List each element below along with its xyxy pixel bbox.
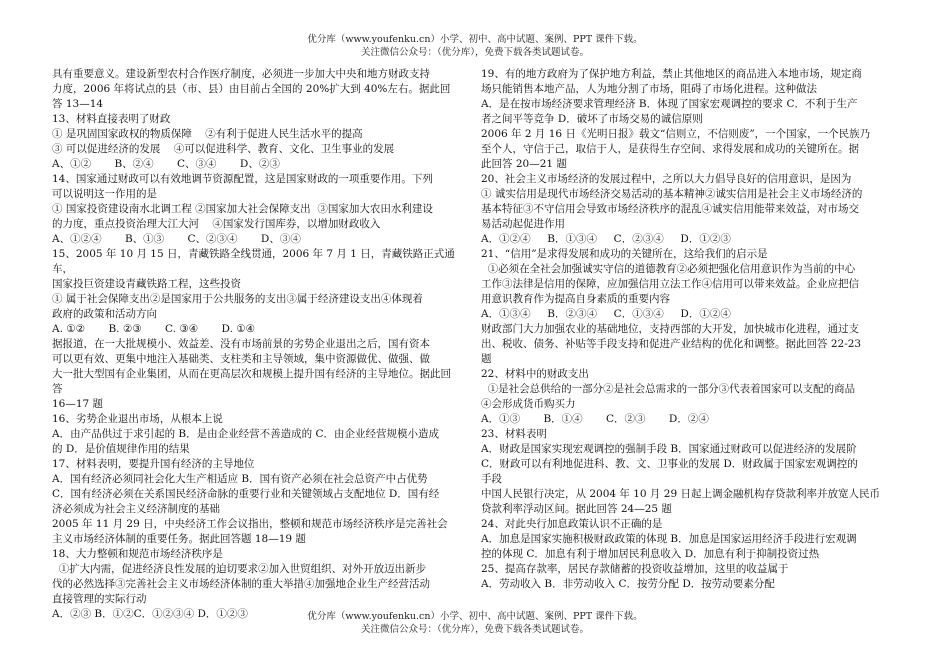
text-line: 的 D．是价值规律作用的结果	[52, 443, 190, 455]
page-footer	[0, 610, 950, 636]
text-line: 政府的政策和活动方向	[52, 308, 157, 320]
text-line: 17、材料表明，要提升国有经济的主导地位	[52, 458, 255, 470]
text-line: A．财政是国家实现宏观调控的强制手段 B．国家通过财政可以促进经济的发展阶	[481, 443, 857, 455]
page-header	[0, 33, 950, 59]
text-line: 题	[481, 353, 492, 365]
text-line: ④会形成货币购买力	[481, 398, 576, 410]
text-line: A．①③ B．①④ C．②③ D．②④	[481, 413, 709, 425]
text-line: A、①②④ B、①③ C、②③④ D、③④	[52, 233, 301, 245]
text-line: 20、社会主义市场经济的发展过程中，之所以大力倡导良好的信用意识，是因为	[481, 173, 852, 185]
text-line: ①必须在全社会加强诚实守信的道德教育②必须把强化信用意识作为当前的中心	[481, 263, 856, 275]
text-line: 答	[52, 383, 63, 395]
text-line: ①是社会总供给的一部分②是社会总需求的一部分③代表着国家可以支配的商品	[481, 383, 856, 395]
text-line: 13、材料直接表明了财政	[52, 113, 171, 125]
text-line: A．由产品供过于求引起的 B．是由企业经营不善造成的 C．由企业经营规模小造成	[52, 428, 440, 440]
text-line: 手段	[481, 473, 502, 485]
text-line: 者之间平等竞争 D．破坏了市场交易的诚信原则	[481, 113, 703, 125]
text-line: 23、材料表明	[481, 428, 547, 440]
text-line: 具有重要意义。建设新型农村合作医疗制度，必须进一步加大中央和地方财政支持	[52, 68, 430, 80]
text-line: A．②③ B．①②C．①②③④ D．①②③	[52, 608, 248, 620]
text-line: 22、材料中的财政支出	[481, 368, 589, 380]
text-line: ① 诚实信用是现代市场经济交易活动的基本精神②诚实信用是社会主义市场经济的	[481, 188, 863, 200]
text-line: 14、国家通过财政可以有效地调节资源配置，这是国家财政的一项重要作用。下列	[52, 173, 433, 185]
text-line: 力度，2006 年将试点的县（市、县）由目前占全国的 20%扩大到 40%左右。据此回	[52, 83, 451, 95]
text-line: 国家投巨资建设青藏铁路工程，这些投资	[52, 278, 241, 290]
footer-line-1: 优分库（www.youfenku.cn）小学、初中、高中试题、案例、PPT 课件下载。	[307, 611, 643, 622]
text-line: 16—17 题	[52, 398, 104, 410]
text-line: ③ 可以促进经济的发展 ④可以促进科学、教育、文化、卫生事业的发展	[52, 143, 395, 155]
text-line: 易活动起促进作用	[481, 218, 565, 230]
text-line: 2005 年 11 月 29 日，中央经济工作会议指出，整顿和规范市场经济秩序是完善社会	[52, 518, 448, 530]
text-line: 伐的必然选择③完善社会主义市场经济体制的重大举措④加强地企业生产经营活动	[52, 578, 430, 590]
text-line: A．是在按市场经济要求管理经济 B．体现了国家宏观调控的要求 C．不利于生产	[481, 98, 858, 110]
text-line: 主义市场经济体制的重要任务。据此回答题 18—19 题	[52, 533, 306, 545]
right-column	[481, 67, 906, 592]
text-line: A. ①② B. ②③ C. ③④ D. ①④	[52, 323, 256, 335]
text-line: 出、税收、债务、补贴等手段支持和促进产业结构的优化和调整。据此回答 22-23	[481, 338, 862, 350]
text-line: 直接管理的实际行动	[52, 593, 147, 605]
text-line: ①扩大内需，促进经济良性发展的迫切要求②加入世贸组织、对外开放迈出新步	[52, 563, 427, 575]
text-line: C．财政可以有利地促进科、教、文、卫事业的发展 D．财政属于国家宏观调控的	[481, 458, 858, 470]
text-line: A、①② B、②④ C、③④ D、②③	[52, 158, 280, 170]
text-line: 答 13—14	[52, 98, 104, 110]
text-line: 可以说明这一作用的是	[52, 188, 157, 200]
text-line: 19、有的地方政府为了保护地方利益，禁止其他地区的商品进入本地市场，规定商	[481, 68, 862, 80]
text-line: A．①③④ B．②③④ C．①③④ D．①②④	[481, 308, 731, 320]
text-line: A．加息是国家实施积极财政政策的体现 B．加息是国家运用经济手段进行宏观调	[481, 533, 857, 545]
text-line: 此回答 20—21 题	[481, 158, 567, 170]
text-line: 可以更有效、更集中地注入基础类、支柱类和主导领域，集中资源做优、做强、做	[52, 353, 430, 365]
text-line: 大一批大型国有企业集团，从而在更高层次和规模上提升国有经济的主导地位。据此回	[52, 368, 451, 380]
text-line: 的力度，重点投资治理大江大河 ④国家发行国库券，以增加财政收入	[52, 218, 381, 230]
text-line: 24、对此央行加息政策认识不正确的是	[481, 518, 663, 530]
text-line: 至个人，守信于己，取信于人，是获得生存空间、求得发展和成功的关键所在。据	[481, 143, 859, 155]
text-line: 18、大力整顿和规范市场经济秩序是	[52, 548, 223, 560]
header-line-2: 关注微信公众号：（优分库），免费下载各类试题试卷。	[360, 47, 589, 58]
text-line: 工作③法律是信用的保障，应加强信用立法工作④信用可以带来效益。企业应把信	[481, 278, 859, 290]
text-line: 贷款利率浮动区间。据此回答 24—25 题	[481, 503, 672, 515]
footer-line-2: 关注微信公众号：（优分库），免费下载各类试题试卷。	[360, 624, 589, 635]
text-line: 基本特征③不守信用会导致市场经济秩序的混乱④诚实信用能带来效益，对市场交	[481, 203, 859, 215]
header-line-1: 优分库（www.youfenku.cn）小学、初中、高中试题、案例、PPT 课件下载。	[307, 34, 643, 45]
text-line: ① 国家投资建设南水北调工程 ②国家加大社会保障支出 ③国家加大农田水利建设	[52, 203, 433, 215]
text-line: 财政部门大力加强农业的基础地位，支持西部的大开发，加快城市化进程，通过支	[481, 323, 859, 335]
text-line: A．①②④ B．①③④ C．②③④ D．①②③	[481, 233, 731, 245]
text-line: C．国有经济必须在关系国民经济命脉的重要行业和关键领域占支配地位 D．国有经	[52, 488, 440, 500]
text-line: 15、2005 年 10 月 15 日，青藏铁路全线贯通，2006 年 7 月 1 日，青藏铁路正式通车，	[52, 248, 455, 275]
text-line: 25、提高存款率，居民存款储蓄的投资收益增加，这里的收益属于	[481, 563, 789, 575]
text-line: 济必须成为社会主义经济制度的基础	[52, 503, 220, 515]
text-line: ① 是巩固国家政权的物质保障 ②有利于促进人民生活水平的提高	[52, 128, 363, 140]
text-line: 场只能销售本地产品，人为地分割了市场，阻碍了市场化进程。这种做法	[481, 83, 817, 95]
text-line: 中国人民银行决定，从 2004 年 10 月 29 日起上调金融机构存贷款利率并放宽人民币	[481, 488, 880, 500]
text-line: 用意识教育作为提高自身素质的重要内容	[481, 293, 670, 305]
text-line: 2006 年 2 月 16 日《光明日报》载文“信则立，不信则废”，一个国家，一个民族乃	[481, 128, 871, 140]
text-line: ① 属于社会保障支出②是国家用于公共服务的支出③属于经济建设支出④体现着	[52, 293, 423, 305]
text-line: 16、劣势企业退出市场，从根本上说	[52, 413, 223, 425]
text-line: 据报道，在一大批规模小、效益差、没有市场前景的劣势企业退出之后，国有资本	[52, 338, 430, 350]
text-line: 控的体现 C．加息有利于增加居民利息收入 D．加息有利于抑制投资过热	[481, 548, 820, 560]
text-line: A．国有经济必须同社会化大生产相适应 B．国有资产必须在社会总资产中占优势	[52, 473, 428, 485]
text-line: 21、“信用”是求得发展和成功的关键所在，这给我们的启示是	[481, 248, 768, 260]
left-column	[52, 67, 472, 622]
text-line: A．劳动收入 B．非劳动收入 C．按劳分配 D．按劳动要素分配	[481, 578, 775, 590]
